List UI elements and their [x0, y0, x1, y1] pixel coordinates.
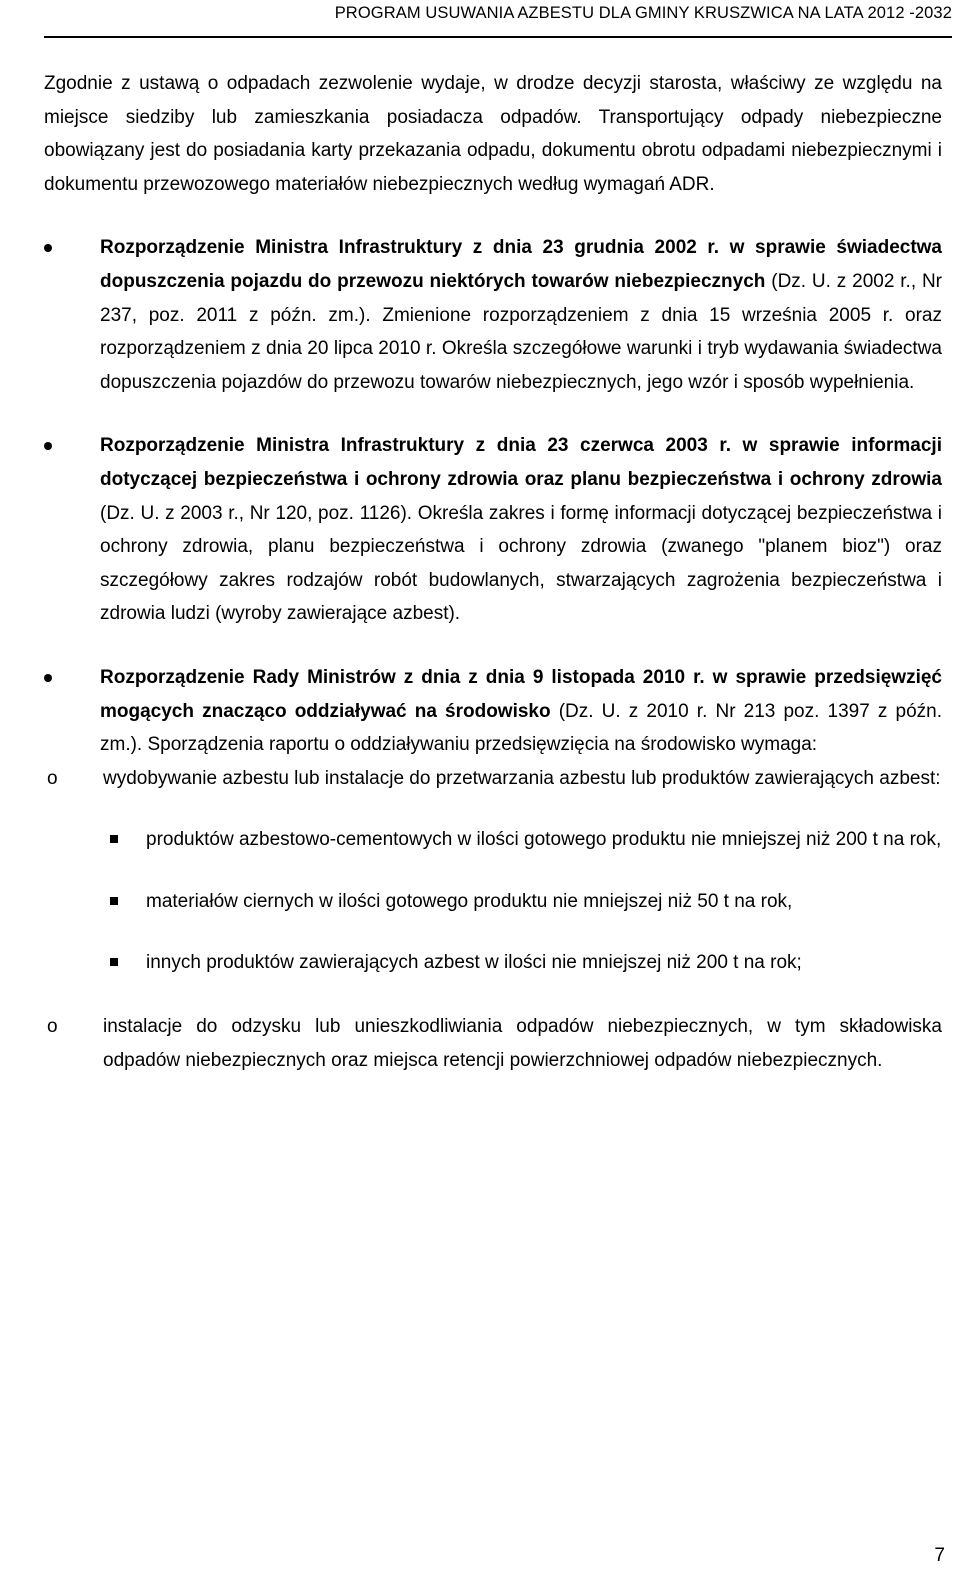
bullet-item-regulation-2003 [44, 429, 942, 631]
circle-marker: o [47, 767, 58, 789]
regulation-title: Rozporządzenie Ministra Infrastruktury z dnia 23 grudnia 2002 r. w sprawie świadectwa dopuszczenia pojazdu do przewozu niektórych towarów niebezpiecznych [100, 237, 942, 292]
nested-item-asbestos-cement: produktów azbestowo-cementowych w ilości gotowego produktu nie mniejszej niż 200 t na rok, [44, 823, 942, 857]
sub-item-text: instalacje do odzysku lub unieszkodliwiania odpadów niebezpiecznych, w tym składowiska odpadów niebezpiecznych oraz miejsca retencji powierzchniowej odpadów niebezpiecznych. [103, 1016, 942, 1071]
header-divider [44, 36, 952, 38]
sub-item-extraction [44, 762, 942, 796]
document-body [44, 67, 942, 1077]
regulation-title: Rozporządzenie Rady Ministrów z dnia z dnia 9 listopada 2010 r. w sprawie przedsięwzięć mogących znacząco oddziaływać na środowisko [100, 666, 942, 722]
bullet-item-regulation-2010 [44, 661, 942, 762]
nested-item-friction-materials: materiałów ciernych w ilości gotowego produktu nie mniejszej niż 50 t na rok, [44, 885, 942, 919]
regulation-details: (Dz. U. z 2003 r., Nr 120, poz. 1126). Określa zakres i formę informacji dotyczącej bezpieczeństwa i ochrony zdrowia, planu bezpieczeństwa i ochrony zdrowia (zwanego "planem bioz") oraz szczegółowy zakres rodzajów robót budowlanych, stwarzających zagrożenia bezpieczeństwa i zdrowia ludzi (wyroby zawierające azbest). [100, 502, 942, 625]
sub-item-text: wydobywanie azbestu lub instalacje do przetwarzania azbestu lub produktów zawierających azbest: [103, 767, 941, 789]
regulation-details: (Dz. U. z 2002 r., Nr 237, poz. 2011 z późn. zm.). Zmienione rozporządzeniem z dnia 15 września 2005 r. oraz rozporządzeniem z dnia 20 lipca 2010 r. Określa szczegółowe warunki i tryb wydawania świadectwa dopuszczenia pojazdów do przewozu towarów niebezpiecznych, jego wzór i sposób wypełnienia. [100, 270, 943, 393]
bullet-item-regulation-2002 [44, 231, 942, 399]
regulation-details: (Dz. U. z 2010 r. Nr 213 poz. 1397 z późn. zm.). Sporządzenia raportu o oddziaływaniu przedsięwzięcia na środowisko wymaga: [100, 700, 942, 756]
intro-paragraph: Zgodnie z ustawą o odpadach zezwolenie wydaje, w drodze decyzji starosta, właściwy ze względu na miejsce siedziby lub zamieszkania posiadacza odpadów. Transportujący odpady niebezpieczne obowiązany jest do posiadania karty przekazania odpadu, dokumentu obrotu odpadami niebezpiecznymi i dokumentu przewozowego materiałów niebezpiecznych według wymagań ADR. [44, 73, 942, 195]
nested-item-other-products: innych produktów zawierających azbest w ilości nie mniejszej niż 200 t na rok; [44, 946, 942, 980]
page-header: PROGRAM USUWANIA AZBESTU DLA GMINY KRUSZWICA NA LATA 2012 -2032 [334, 4, 952, 22]
page-number: 7 [934, 1545, 945, 1566]
regulation-title: Rozporządzenie Ministra Infrastruktury z dnia 23 czerwca 2003 r. w sprawie informacji dotyczącej bezpieczeństwa i ochrony zdrowia oraz planu bezpieczeństwa i ochrony zdrowia [100, 435, 942, 490]
sub-item-waste-installations [44, 1010, 942, 1077]
circle-marker: o [47, 1016, 58, 1038]
